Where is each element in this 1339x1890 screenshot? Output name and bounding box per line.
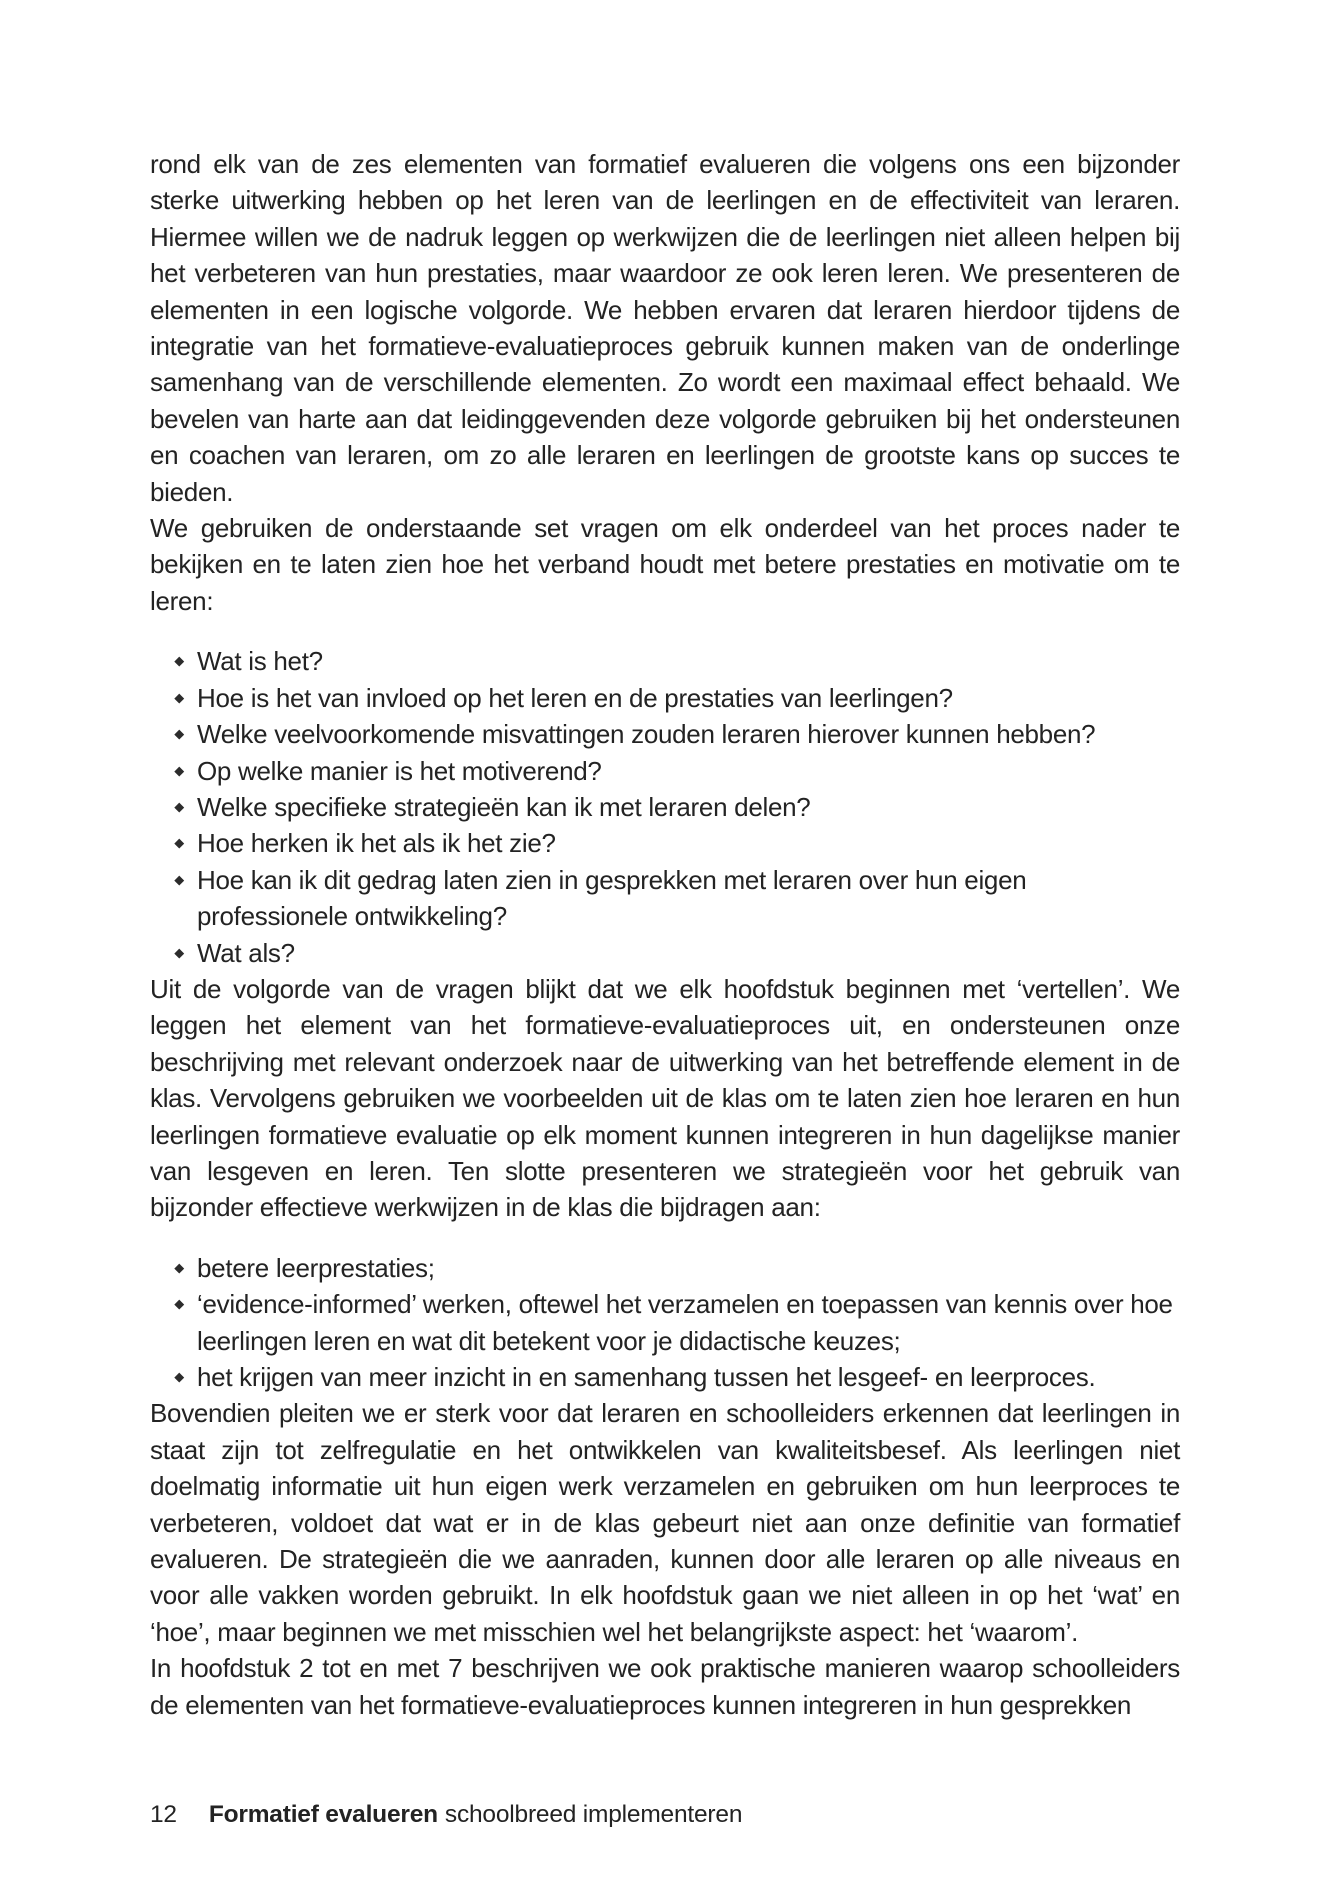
paragraph-intro: rond elk van de zes elementen van formatief evalueren die volgens ons een bijzonder sterke uitwerking hebben op het leren van de leerlingen en de effectiviteit van leraren. Hiermee willen we de nadruk leggen op werkwijzen die de leerlingen niet alleen helpen bij het verbeteren van hun prestaties, maar waardoor ze ook leren leren. We presenteren de elementen in een logische volgorde. We hebben ervaren dat leraren hierdoor tijdens de integratie van het formatieve-evaluatieproces gebruik kunnen maken van de onderlinge samenhang van de verschillende elementen. Zo wordt een maximaal effect behaald. We bevelen van harte aan dat leidinggevenden deze volgorde gebruiken bij het ondersteunen en coachen van leraren, om zo alle leraren en leerlingen de grootste kans op succes te bieden.: [150, 149, 1180, 507]
bullet-diamond-icon: [175, 1300, 184, 1309]
list-item-text: Welke veelvoorkomende misvattingen zouden leraren hierover kunnen hebben?: [197, 719, 1096, 750]
list-item-text: Op welke manier is het motiverend?: [197, 755, 602, 786]
list-item: [150, 825, 1180, 861]
page-footer: [150, 1801, 742, 1829]
bullet-diamond-icon: [175, 948, 184, 957]
list-item-text: Hoe kan ik dit gedrag laten zien in gesprekken met leraren over hun eigen professionele ontwikkeling?: [197, 864, 1027, 932]
list-item-text: het krijgen van meer inzicht in en samenhang tussen het lesgeef- en leerproces.: [197, 1362, 1096, 1392]
bullet-diamond-icon: [175, 730, 184, 739]
paragraph-advocacy: Bovendien pleiten we er sterk voor dat leraren en schoolleiders erkennen dat leerlingen in staat zijn tot zelfregulatie en het ontwikkelen van kwaliteitsbesef. Als leerlingen niet doelmatig informatie uit hun eigen werk verzamelen en gebruiken om hun leerproces te verbeteren, voldoet dat wat er in de klas gebeurt niet aan onze definitie van formatief evalueren. De strategieën die we aanraden, kunnen door alle leraren op alle niveaus en voor alle vakken worden gebruikt. In elk hoofdstuk gaan we niet alleen in op het ‘wat’ en ‘hoe’, maar beginnen we met misschien wel het belangrijkste aspect: het ‘waarom’.: [150, 1398, 1180, 1647]
list-item: [150, 1286, 1180, 1359]
question-list: [150, 643, 1180, 971]
bullet-diamond-icon: [175, 1373, 184, 1382]
book-title-subtitle: schoolbreed implementeren: [444, 1801, 743, 1828]
paragraph-chapters: In hoofdstuk 2 tot en met 7 beschrijven we ook praktische manieren waarop schoolleiders de elementen van het formatieve-evaluatieproces kunnen integreren in hun gesprekken: [150, 1653, 1180, 1720]
paragraph-questions-intro: We gebruiken de onderstaande set vragen om elk onderdeel van het proces nader te bekijken en te laten zien hoe het verband houdt met betere prestaties en motivatie om te leren:: [150, 513, 1180, 616]
list-item-text: betere leerprestaties;: [197, 1252, 435, 1283]
bullet-diamond-icon: [175, 875, 184, 884]
bullet-diamond-icon: [175, 766, 184, 775]
list-item-text: ‘evidence-informed’ werken, oftewel het verzamelen en toepassen van kennis over hoe leerlingen leren en wat dit betekent voor je didactische keuzes;: [197, 1289, 1173, 1356]
page-number: 12: [150, 1801, 177, 1828]
list-item: [150, 753, 1180, 789]
paragraph-sequence: Uit de volgorde van de vragen blijkt dat we elk hoofdstuk beginnen met ‘vertellen’. We leggen het element van het formatieve-evaluatieproces uit, en ondersteunen onze beschrijving met relevant onderzoek naar de uitwerking van het betreffende element in de klas. Vervolgens gebruiken we voorbeelden uit de klas om te laten zien hoe leraren en hun leerlingen formatieve evaluatie op elk moment kunnen integreren in hun dagelijkse manier van lesgeven en leren. Ten slotte presenteren we strategieën voor het gebruik van bijzonder effectieve werkwijzen in de klas die bijdragen aan:: [150, 973, 1180, 1223]
bullet-diamond-icon: [175, 693, 184, 702]
bullet-diamond-icon: [175, 803, 184, 812]
text-block: [150, 146, 1180, 1723]
list-item: [150, 1250, 1180, 1286]
list-item: [150, 789, 1180, 825]
bullet-diamond-icon: [175, 839, 184, 848]
list-item-text: Welke specifieke strategieën kan ik met leraren delen?: [197, 791, 811, 822]
list-item: [150, 1359, 1180, 1395]
bullet-diamond-icon: [175, 657, 184, 666]
list-item-text: Wat als?: [197, 937, 295, 968]
bullet-diamond-icon: [175, 1263, 184, 1272]
list-item: [150, 862, 1180, 935]
list-item: [150, 935, 1180, 971]
list-item: [150, 716, 1180, 752]
list-item: [150, 643, 1180, 679]
benefit-list: [150, 1250, 1180, 1396]
list-item-text: Hoe is het van invloed op het leren en de prestaties van leerlingen?: [197, 682, 953, 713]
book-title-bold: Formatief evalueren: [208, 1801, 438, 1828]
list-item-text: Hoe herken ik het als ik het zie?: [197, 828, 556, 859]
list-item: [150, 680, 1180, 716]
list-item-text: Wat is het?: [197, 646, 323, 677]
